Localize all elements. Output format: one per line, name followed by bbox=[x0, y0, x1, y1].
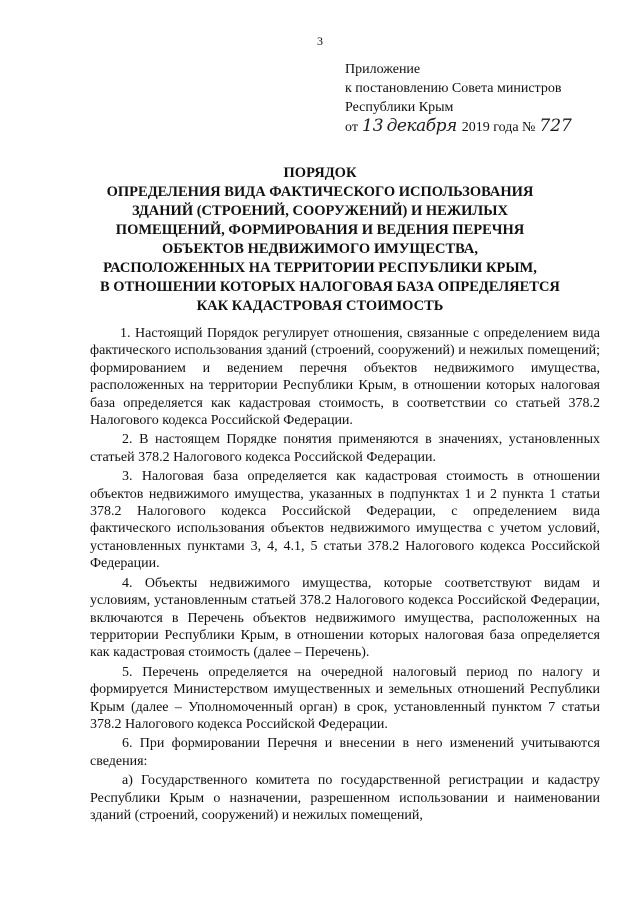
title-line-2: ОПРЕДЕЛЕНИЯ ВИДА ФАКТИЧЕСКОГО ИСПОЛЬЗОВАНИЯ bbox=[106, 184, 534, 200]
paragraph-1: 1. Настоящий Порядок регулирует отношения, связанные с определением вида фактического использования зданий (строений, сооружений) и нежилых помещений; формированием и ведением перечня объектов недвижимого имущества, расположенных на территории Республики Крым, в отношении которых налоговая база определяется как кадастровая стоимость, в соответствии со статьей 378.2 Налогового кодекса Российской Федерации. bbox=[90, 326, 600, 429]
page-number: 3 bbox=[317, 34, 323, 48]
annex-line-1: Приложение bbox=[345, 62, 421, 77]
paragraph-6a: а) Государственного комитета по государственной регистрации и кадастру Республики Крым о назначении, разрешенном использовании и наименовании зданий (строений, сооружений) и нежилых помещений, bbox=[90, 773, 600, 823]
annex-line-2: к постановлению Совета министров bbox=[345, 81, 562, 96]
paragraph-3: 3. Налоговая база определяется как кадастровая стоимость в отношении объектов недвижимого имущества, указанных в подпунктах 1 и 2 пункта 1 статьи 378.2 Налогового кодекса Российской Федерации, с определением вида фактического использования объектов недвижимого имущества с учетом условий, установленных пунктами 3, 4, 4.1, 5 статьи 378.2 Налогового кодекса Российской Федерации. bbox=[90, 469, 600, 572]
title-line-6: РАСПОЛОЖЕННЫХ НА ТЕРРИТОРИИ РЕСПУБЛИКИ КРЫМ, bbox=[103, 260, 537, 276]
annex-line-3: Республики Крым bbox=[345, 100, 454, 115]
title-line-7: В ОТНОШЕНИИ КОТОРЫХ НАЛОГОВАЯ БАЗА ОПРЕДЕЛЯЕТСЯ bbox=[100, 279, 560, 295]
title-line-4: ПОМЕЩЕНИЙ, ФОРМИРОВАНИЯ И ВЕДЕНИЯ ПЕРЕЧНЯ bbox=[115, 222, 525, 238]
handwritten-date-day: 13 bbox=[361, 116, 384, 136]
annex-date-line bbox=[345, 117, 607, 137]
paragraph-4: 4. Объекты недвижимого имущества, которые соответствуют видам и условиям, установленным статьей 378.2 Налогового кодекса Российской Федерации, включаются в Перечень объектов недвижимого имущества, расположенных на территории Республики Крым, в отношении которых налоговая база определяется как кадастровая стоимость (далее – Перечень). bbox=[90, 575, 600, 661]
document-title bbox=[100, 164, 560, 316]
paragraph-6: 6. При формировании Перечня и внесении в него изменений учитываются сведения: bbox=[90, 736, 600, 769]
date-year: 2019 года № bbox=[461, 120, 536, 135]
title-line-1: ПОРЯДОК bbox=[283, 165, 357, 181]
title-line-3: ЗДАНИЙ (СТРОЕНИЙ, СООРУЖЕНИЙ) И НЕЖИЛЫХ bbox=[132, 203, 508, 219]
document-body bbox=[90, 325, 600, 826]
handwritten-date-month: декабря bbox=[386, 116, 457, 136]
title-line-8: КАК КАДАСТРОВАЯ СТОИМОСТЬ bbox=[196, 298, 444, 314]
paragraph-2: 2. В настоящем Порядке понятия применяются в значениях, установленных статьей 378.2 Налогового кодекса Российской Федерации. bbox=[90, 432, 600, 465]
title-line-5: ОБЪЕКТОВ НЕДВИЖИМОГО ИМУЩЕСТВА, bbox=[161, 241, 479, 257]
date-prefix: от bbox=[345, 120, 358, 135]
handwritten-doc-number: 727 bbox=[539, 116, 572, 136]
paragraph-5: 5. Перечень определяется на очередной налоговый период по налогу и формируется Министерством имущественных и земельных отношений Республики Крым (далее – Уполномоченный орган) в срок, установленный пунктом 7 статьи 378.2 Налогового кодекса Российской Федерации. bbox=[90, 664, 600, 732]
annex-header bbox=[345, 60, 607, 137]
